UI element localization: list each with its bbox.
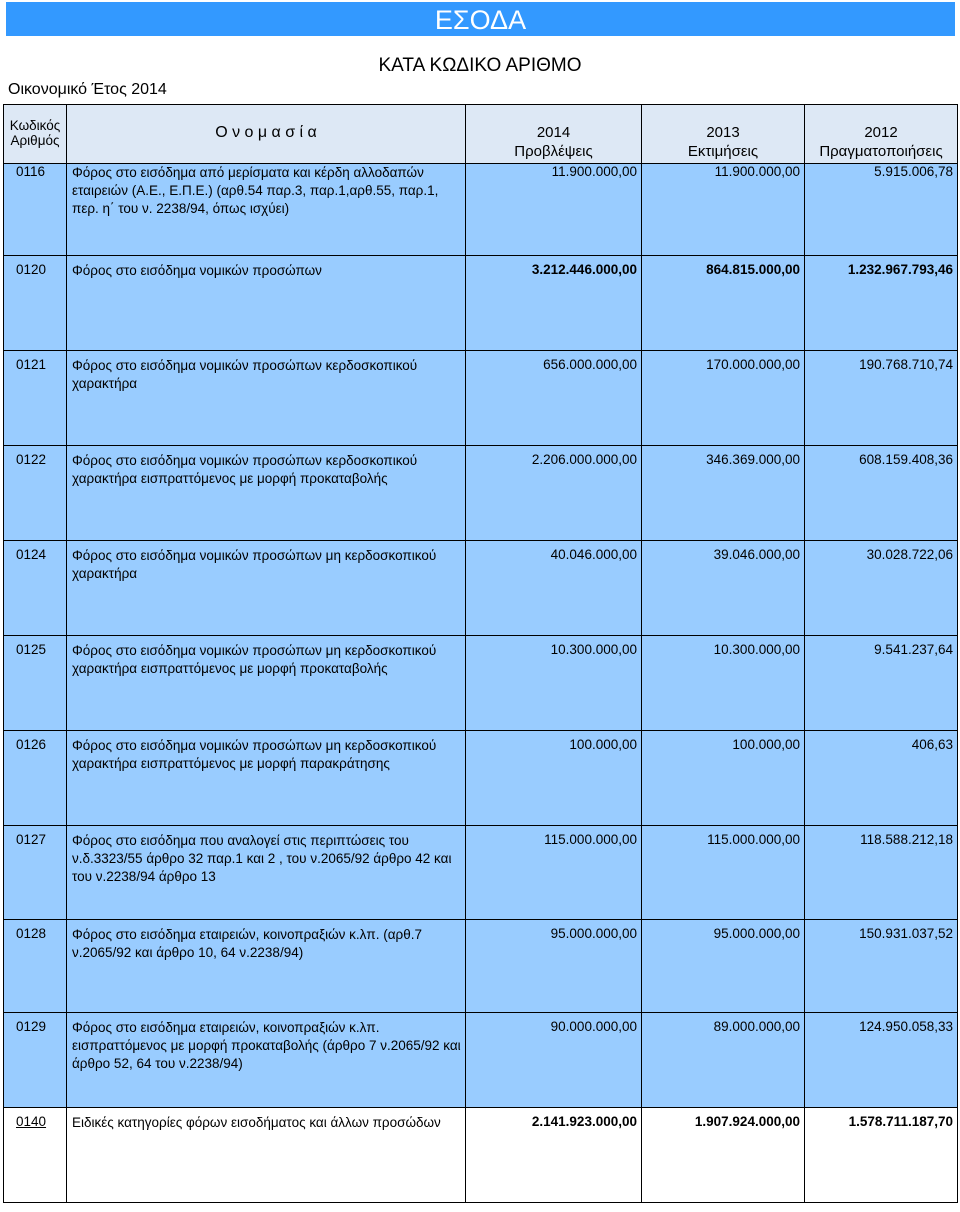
year-2012-label: 2012	[864, 124, 898, 141]
year-2013-column-header	[642, 105, 805, 164]
row-name: Φόρος στο εισόδημα που αναλογεί στις περιπτώσεις του ν.δ.3323/55 άρθρο 32 παρ.1 και 2 , του ν.2065/92 άρθρο 42 και του ν.2238/94 άρθρο 13	[67, 826, 466, 920]
row-value-2014: 10.300.000,00	[466, 636, 642, 731]
table-row	[4, 636, 958, 731]
row-value-2014: 115.000.000,00	[466, 826, 642, 920]
row-value-2013: 115.000.000,00	[642, 826, 805, 920]
row-value-2012: 124.950.058,33	[805, 1013, 958, 1108]
total-value-2014: 2.141.923.000,00	[466, 1108, 642, 1203]
table-row	[4, 351, 958, 446]
year-2012-sublabel: Πραγματοποιήσεις	[819, 143, 943, 160]
table-header-row	[4, 105, 958, 164]
row-value-2014: 656.000.000,00	[466, 351, 642, 446]
row-name: Φόρος στο εισόδημα νομικών προσώπων κερδοσκοπικού χαρακτήρα εισπραττόμενος με μορφή προκαταβολής	[67, 446, 466, 541]
year-2014-label: 2014	[536, 124, 571, 141]
row-code: 0125	[4, 636, 67, 731]
row-name: Φόρος στο εισόδημα νομικών προσώπων μη κερδοσκοπικού χαρακτήρα εισπραττόμενος με μορφή προκαταβολής	[67, 636, 466, 731]
row-value-2013: 89.000.000,00	[642, 1013, 805, 1108]
row-value-2013: 170.000.000,00	[642, 351, 805, 446]
row-code: 0128	[4, 920, 67, 1013]
table-row	[4, 446, 958, 541]
row-value-2014: 11.900.000,00	[466, 164, 642, 256]
year-2014-sublabel: Προβλέψεις	[514, 143, 593, 160]
row-name: Φόρος στο εισόδημα νομικών προσώπων	[67, 256, 466, 351]
row-value-2013: 95.000.000,00	[642, 920, 805, 1013]
row-value-2014: 2.206.000.000,00	[466, 446, 642, 541]
revenue-table	[3, 104, 958, 1203]
year-2014-column-header	[466, 105, 642, 164]
row-value-2012: 118.588.212,18	[805, 826, 958, 920]
row-code: 0124	[4, 541, 67, 636]
year-2013-sublabel: Εκτιμήσεις	[687, 143, 759, 160]
row-value-2014: 40.046.000,00	[466, 541, 642, 636]
row-code: 0129	[4, 1013, 67, 1108]
total-code	[4, 1108, 67, 1203]
row-value-2013: 10.300.000,00	[642, 636, 805, 731]
total-value-2012: 1.578.711.187,70	[805, 1108, 958, 1203]
row-name: Φόρος στο εισόδημα εταιρειών, κοινοπραξιών κ.λπ. εισπραττόμενος με μορφή προκαταβολής (άρθρο 7 ν.2065/92 και άρθρο 52, 64 του ν.2238/94)	[67, 1013, 466, 1108]
table-row	[4, 256, 958, 351]
row-value-2014: 100.000,00	[466, 731, 642, 826]
row-code: 0120	[4, 256, 67, 351]
row-value-2014: 95.000.000,00	[466, 920, 642, 1013]
row-code: 0122	[4, 446, 67, 541]
table-row	[4, 731, 958, 826]
table-row	[4, 164, 958, 256]
year-2013-label: 2013	[706, 124, 740, 141]
row-value-2012: 608.159.408,36	[805, 446, 958, 541]
row-name: Φόρος στο εισόδημα από μερίσματα και κέρδη αλλοδαπών εταιρειών (Α.Ε., Ε.Π.Ε.) (αρθ.54 παρ.3, παρ.1,αρθ.55, παρ.1, περ. η΄ του ν. 2238/94, όπως ισχύει)	[67, 164, 466, 256]
row-value-2014: 90.000.000,00	[466, 1013, 642, 1108]
page-subtitle: ΚΑΤΑ ΚΩΔΙΚΟ ΑΡΙΘΜΟ	[378, 55, 582, 76]
row-value-2012: 30.028.722,06	[805, 541, 958, 636]
page-banner: ΕΣΟΔΑ	[6, 2, 955, 36]
row-value-2013: 864.815.000,00	[642, 256, 805, 351]
row-value-2012: 9.541.237,64	[805, 636, 958, 731]
code-column-header: Κωδικός Αριθμός	[4, 105, 67, 164]
row-code: 0127	[4, 826, 67, 920]
row-code: 0116	[4, 164, 67, 256]
table-row	[4, 1013, 958, 1108]
fiscal-year-label: Οικονομικό Έτος 2014	[8, 81, 167, 98]
row-name: Φόρος στο εισόδημα εταιρειών, κοινοπραξιών κ.λπ. (αρθ.7 ν.2065/92 και άρθρο 10, 64 ν.2238/94)	[67, 920, 466, 1013]
total-name: Ειδικές κατηγορίες φόρων εισοδήματος και άλλων προσώδων	[67, 1108, 466, 1203]
table-row	[4, 541, 958, 636]
row-value-2013: 11.900.000,00	[642, 164, 805, 256]
name-column-header: Ο ν ο μ α σ ί α	[67, 105, 466, 164]
row-value-2012: 190.768.710,74	[805, 351, 958, 446]
row-name: Φόρος στο εισόδημα νομικών προσώπων μη κερδοσκοπικού χαρακτήρα εισπραττόμενος με μορφή παρακράτησης	[67, 731, 466, 826]
total-code-text: 0140	[16, 1114, 47, 1129]
row-value-2012: 5.915.006,78	[805, 164, 958, 256]
row-value-2012: 150.931.037,52	[805, 920, 958, 1013]
table-row	[4, 920, 958, 1013]
year-2012-column-header	[805, 105, 958, 164]
table-row	[4, 826, 958, 920]
total-value-2013: 1.907.924.000,00	[642, 1108, 805, 1203]
row-value-2013: 100.000,00	[642, 731, 805, 826]
row-value-2013: 346.369.000,00	[642, 446, 805, 541]
row-value-2014: 3.212.446.000,00	[466, 256, 642, 351]
total-row	[4, 1108, 958, 1203]
row-value-2013: 39.046.000,00	[642, 541, 805, 636]
row-name: Φόρος στο εισόδημα νομικών προσώπων μη κερδοσκοπικού χαρακτήρα	[67, 541, 466, 636]
row-code: 0126	[4, 731, 67, 826]
row-code: 0121	[4, 351, 67, 446]
row-name: Φόρος στο εισόδημα νομικών προσώπων κερδοσκοπικού χαρακτήρα	[67, 351, 466, 446]
row-value-2012: 1.232.967.793,46	[805, 256, 958, 351]
row-value-2012: 406,63	[805, 731, 958, 826]
